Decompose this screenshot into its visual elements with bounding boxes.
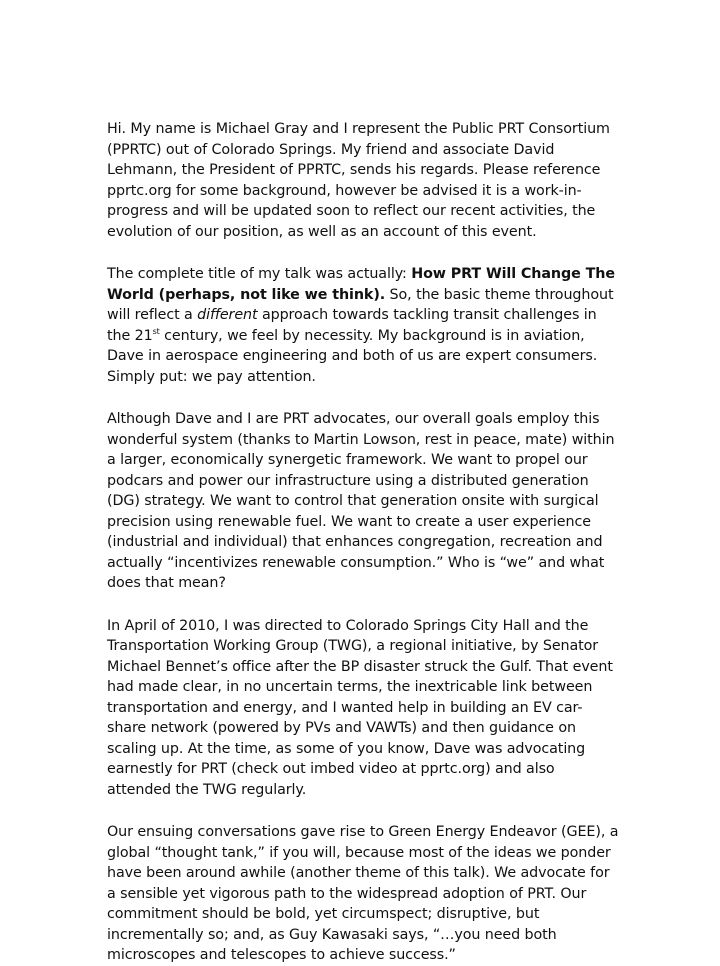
paragraph-talk-title (107, 264, 620, 387)
talk-title: How PRT Will Change The World (perhaps, not like we think). (107, 266, 615, 303)
paragraph-introduction (107, 119, 620, 242)
paragraph-gee (107, 822, 620, 966)
paragraph-text: In April of 2010, I was directed to Colorado Springs City Hall and the Transportation Working Group (TWG), a regional initiative, by Senator Michael Bennet’s office after the BP disaster struck the Gulf. That event had made clear, in no uncertain terms, the inextricable link between transportation and energy, and I wanted help in building an EV car-share network (powered by PVs and VAWTs) and then guidance on scaling up. At the time, as some of you know, Dave was advocating earnestly for PRT (check out imbed video at pprtc.org) and also attended the TWG regularly. (107, 617, 613, 798)
paragraph-text: Our ensuing conversations gave rise to Green Energy Endeavor (GEE), a global “thought tank,” if you will, because most of the ideas we ponder have been around awhile (another theme of this talk). We advocate for a sensible yet vigorous path to the widespread adoption of PRT. Our commitment should be bold, yet circumspect; disruptive, but incrementally so; and, as Guy Kawasaki says, “…you need both microscopes and telescopes to achieve success.” (107, 824, 619, 963)
paragraph-rest-text: century, we feel by necessity. My background is in aviation, Dave in aerospace engineering and both of us are expert consumers. Simply put: we pay attention. (107, 327, 598, 385)
paragraph-after-italic-text: approach towards tackling transit challenges in the 21 (107, 307, 597, 344)
paragraph-goals (107, 409, 620, 594)
ordinal-superscript: st (152, 326, 160, 336)
paragraph-text: Hi. My name is Michael Gray and I represent the Public PRT Consortium (PPRTC) out of Colorado Springs. My friend and associate David Lehmann, the President of PPRTC, sends his regards. Please reference pprtc.org for some background, however be advised it is a work-in-progress and will be updated soon to reflect our recent activities, the evolution of our position, as well as an account of this event. (107, 121, 610, 240)
emphasized-word: different (197, 307, 258, 323)
paragraph-intro-text: The complete title of my talk was actually: (107, 266, 412, 282)
paragraph-mid-text: So, the basic theme throughout will reflect a (107, 286, 614, 323)
paragraph-history (107, 616, 620, 801)
paragraph-text: Although Dave and I are PRT advocates, our overall goals employ this wonderful system (thanks to Martin Lowson, rest in peace, mate) within a larger, economically synergetic framework. We want to propel our podcars and power our infrastructure using a distributed generation (DG) strategy. We want to control that generation onsite with surgical precision using renewable fuel. We want to create a user experience (industrial and individual) that enhances congregation, recreation and actually “incentivizes renewable consumption.” Who is “we” and what does that mean? (107, 411, 615, 591)
